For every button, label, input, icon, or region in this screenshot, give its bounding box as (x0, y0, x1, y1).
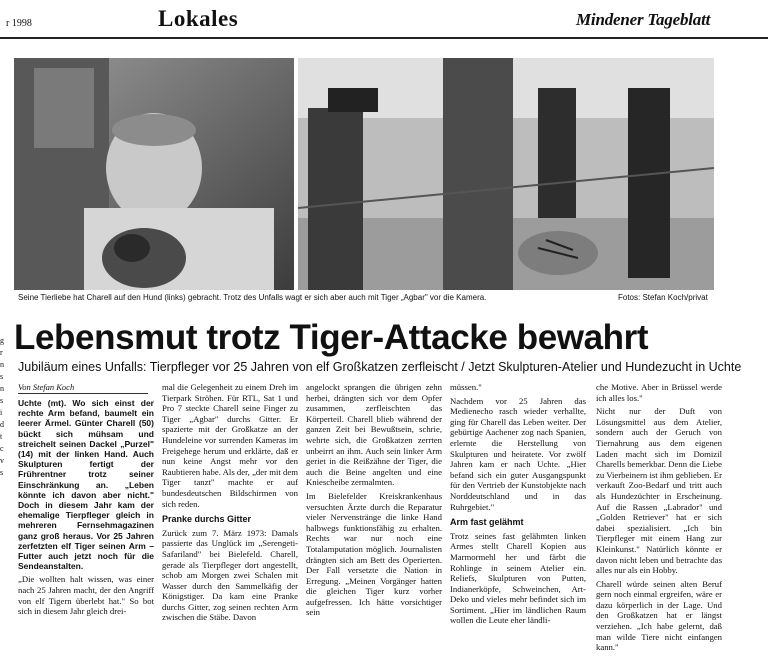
edge-fragment: s (0, 372, 4, 381)
edge-fragment: i (0, 408, 3, 417)
paragraph: Zurück zum 7. März 1973: Damals passierte das Unglück im „Serengeti-Safariland" bei Bielefeld. Charell, gerade als Tierpfleger dort angestellt, schob am Morgen zwei Schalen mit Wasser durch den Sammelkäfig der Königstiger. Da kam eine Pranke durchs Gitter, zog seinen rechten Arm zwischen die Stäbe. Davon (162, 527, 298, 623)
subheadline: Jubiläum eines Unfalls: Tierpfleger vor 25 Jahren von elf Großkatzen zerfleischt / Jetzt Skulpturen-Atelier und Hundezucht in Uchte (18, 360, 742, 374)
column-5 (596, 382, 722, 656)
column-4 (450, 382, 586, 629)
edge-fragment: v (0, 456, 4, 465)
tiger-and-camera-photo (298, 58, 714, 290)
edge-fragment: n (0, 384, 4, 393)
paragraph: Trotz seines fast gelähmten linken Armes stellt Charell Kopien aus Marmormehl her und färbt die Rohlinge in seinem Atelier ein. Reliefs, Skulpturen von Putten, Indianerköpfe, Schweinchen, Art-Deko und vieles mehr befindet sich im Sortiment. „Hier im ländlichen Raum wollen die Leute eher ländli- (450, 530, 586, 626)
column-3 (306, 382, 442, 621)
column-1 (18, 398, 154, 620)
edge-fragment: r (0, 348, 3, 357)
paragraph: mal die Gelegenheit zu einem Dreh im Tierpark Ströhen. Für RTL, Sat 1 und Pro 7 steckte Charell seine Finger zu Tiger „Agbar" durchs Gitter. Er spazierte mit der Großkatze an der Hundeleine vor surrenden Kameras im Freigehege herum und erklärte, daß er nun keine Angst mehr vor den Raubtieren habe. Als der, „der mit dem Tiger tanzt" machte er auf bundesdeutschen Bildschirmen von sich reden. (162, 382, 298, 509)
edge-fragment: c (0, 444, 4, 453)
edge-fragments (0, 335, 10, 629)
paragraph: Charell würde seinen alten Beruf gern noch einmal ergreifen, wäre er dazu körperlich in der Lage. Und den Großkatzen hat er längst verziehen. „Ich habe gelernt, daß man wilde Tiere nicht einfangen kann." (596, 578, 722, 653)
photo-caption: Seine Tierliebe hat Charell auf den Hund (links) gebracht. Trotz des Unfalls wagt er sich aber auch mit Tiger „Agbar" vor die Kamera. (18, 293, 487, 302)
edge-fragment: s (0, 396, 4, 405)
headline: Lebensmut trotz Tiger-Attacke bewahrt (14, 318, 649, 357)
edge-fragment: d (0, 420, 4, 429)
paragraph: Im Bielefelder Kreiskrankenhaus versuchten Ärzte durch die Reparatur vieler Nervenstränge die linke Hand halbwegs funktionsfähig zu erhalten. Rechts war nur noch eine Totalamputation möglich. Journalisten drängten sich am Bett des Operierten. Der Fall versetzte die Nation in Erregung. „Meinen Vorgänger hatten die gleichen Tiger kurz vorher aufgefressen. Ich hätte vorsichtiger sein (306, 490, 442, 618)
photo-credit: Fotos: Stefan Koch/privat (618, 293, 708, 302)
byline: Von Stefan Koch (18, 382, 148, 394)
subheading: Arm fast gelähmt (450, 517, 524, 528)
newspaper-name: Mindener Tageblatt (576, 10, 711, 29)
edge-fragment: s (0, 468, 4, 477)
man-with-dog-photo (14, 58, 294, 290)
edge-fragment: g (0, 336, 4, 345)
edge-fragment: n (0, 360, 4, 369)
subheading: Pranke durchs Gitter (162, 514, 252, 525)
paragraph: Nicht nur der Duft von Lösungsmittel aus dem Atelier, sondern auch der Geruch von Tiernahrung aus dem eigenen Laden macht sich im Domizil Charells bemerkbar. Denn die Liebe zu Vierbeinern ist ihm geblieben. Er verkauft Zoo-Bedarf und tritt auch als Hundezüchter in Erscheinung. Auf die Rassen „Labrador" und „Golden Retriever" hat er sich dabei spezialisiert. „Ich bin Tierpfleger mit einem Hang zur Kleinkunst." Natürlich könnte er davon nicht leben und betrachte das alles nur als ein Hobby. (596, 406, 722, 576)
paragraph: Nachdem vor 25 Jahren das Medienecho rasch wieder verhallte, ging für Charell das Leben weiter. Der gebürtige Aachener zog nach Spanien, erlernte die Herstellung von Skulpturen und heiratete. Vor zwölf Jahren kam er nach Uchte. „Hier befand sich ein guter Ausgangspunkt für den Vertrieb der Kunstobjekte nach Norddeutschland und in das Ruhrgebiet." (450, 395, 586, 512)
section-title: Lokales (158, 6, 239, 31)
paragraph: müssen." (450, 382, 482, 392)
lead-paragraph: Uchte (mt). Wo sich einst der rechte Arm befand, baumelt ein leerer Ärmel. Günter Charell (50) bückt sich mühsam und streichelt seinen Dackel „Purzel" (14) mit der linken Hand. Auch Skulpturen fertigt der Frührentner trotz seiner Einschränkung an. „Leben könnte ich davon aber nicht." Doch in diesem Jahr kam der ehemalige Tierpfleger gleich in mehreren Fernsehmagazinen ganz groß heraus. Vor 25 Jahren zerfetzten elf Tiger seinen Arm – Futter auch jetzt noch für die Sendeanstalten. (18, 398, 154, 572)
man-with-dog-photo-art (14, 58, 294, 290)
column-2 (162, 382, 298, 626)
tiger-and-camera-photo-art (298, 58, 714, 290)
date-fragment: r 1998 (6, 18, 32, 29)
paragraph: angelockt sprangen die übrigen zehn herbei, drängten sich vor dem Opfer zusammen, zerfleischten das Körperteil. Charell blieb während der ganzen Zeit bei Bewußtsein, schrie, wehrte sich, die Großkatzen zerrten unbeirrt an ihm. Auch sein linker Arm geriet in die Reißzähne der Tiger, die auch die Beine angelten und eine Kniescheibe zermalmten. (306, 382, 442, 488)
edge-fragment: t (0, 432, 3, 441)
paragraph: che Motive. Aber in Brüssel werde ich alles los." (596, 382, 722, 403)
header-rule (0, 37, 768, 39)
paragraph: „Die wollten halt wissen, was einer nach 25 Jahren macht, der den Angriff von elf Tigern überlebt hat." So bot sich in diesem Jahr gleich drei- (18, 574, 154, 617)
